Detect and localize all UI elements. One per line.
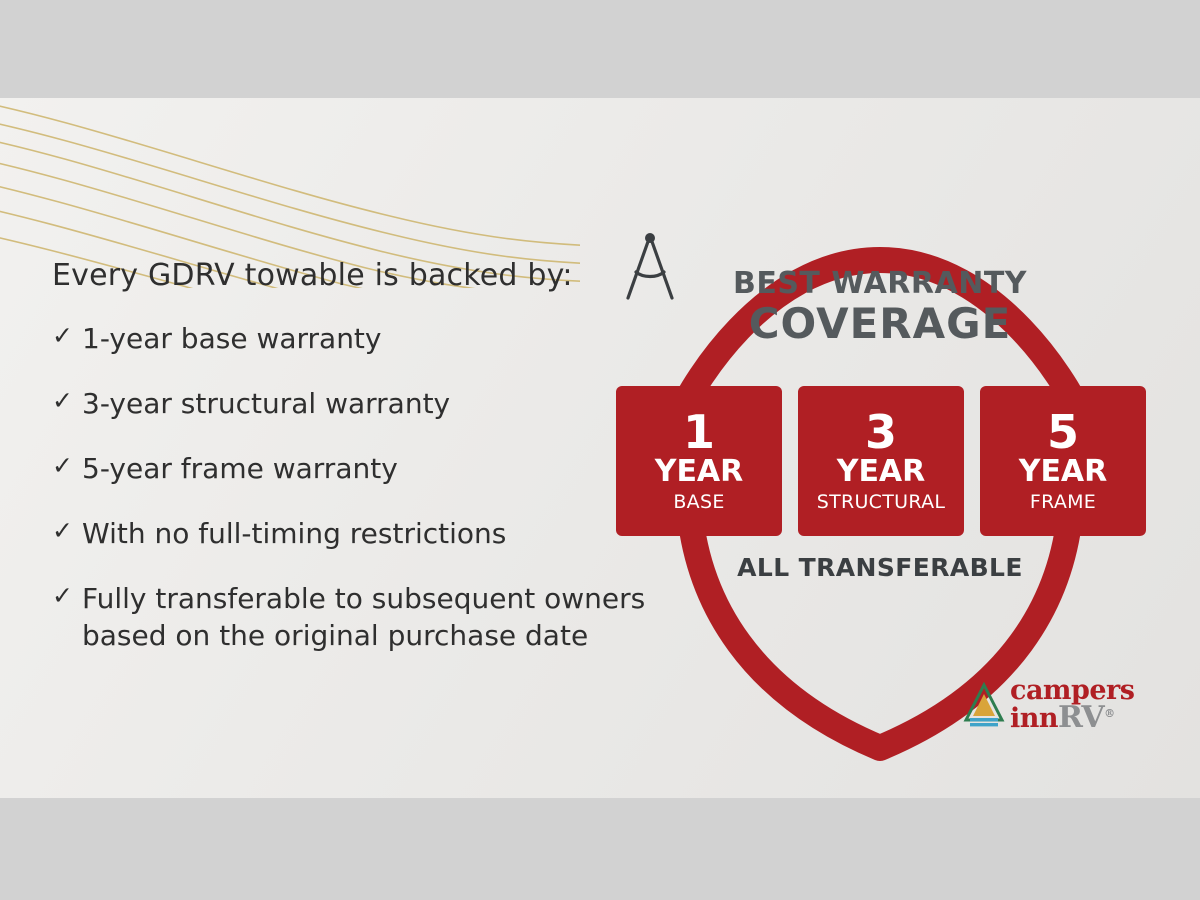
list-item (52, 581, 652, 655)
warranty-tile-structural (798, 386, 964, 536)
tile-kind: STRUCTURAL (816, 490, 946, 513)
list-item-label: 5-year frame warranty (82, 451, 398, 485)
logo-line1: campers (1010, 674, 1135, 706)
badge-title-line2: COVERAGE (748, 299, 1012, 348)
logo-inn: inn (1010, 702, 1059, 734)
compass-divider-icon (610, 228, 690, 308)
intro-line: Every GDRV towable is backed by: (52, 258, 573, 293)
warranty-text-column (52, 258, 652, 683)
list-item-label: Fully transferable to subsequent owners based on the original purchase date (82, 581, 646, 652)
list-item-label: 1-year base warranty (82, 322, 382, 355)
tile-number: 3 (864, 404, 897, 459)
check-icon: ✓ (52, 451, 73, 480)
warranty-tile-base (616, 386, 782, 536)
campers-inn-logo-mark-icon (962, 682, 1006, 728)
tile-year: YEAR (1018, 453, 1108, 489)
list-item (52, 386, 652, 423)
list-item (52, 516, 652, 553)
tile-number: 5 (1046, 404, 1079, 459)
logo-registered-mark: ® (1104, 706, 1115, 720)
check-icon: ✓ (52, 581, 73, 610)
warranty-tile-frame (980, 386, 1146, 536)
slide-canvas (0, 98, 1200, 798)
logo-line2 (1010, 699, 1135, 735)
tile-kind: BASE (673, 490, 725, 513)
badge-title-line1: BEST WARRANTY (732, 266, 1028, 301)
list-item-label: With no full-timing restrictions (82, 516, 507, 550)
tile-year: YEAR (654, 453, 744, 489)
warranty-tiles (616, 386, 1146, 536)
tile-number: 1 (682, 404, 715, 459)
list-item (52, 451, 652, 488)
all-transferable-label: ALL TRANSFERABLE (737, 553, 1023, 582)
list-item-label: 3-year structural warranty (82, 386, 451, 420)
check-icon: ✓ (52, 516, 73, 545)
badge-title (610, 266, 1150, 348)
campers-inn-rv-logo (962, 670, 1162, 740)
check-icon: ✓ (52, 386, 73, 415)
check-icon: ✓ (52, 322, 73, 350)
logo-wordmark (1010, 674, 1135, 735)
tile-year: YEAR (836, 453, 926, 489)
tile-kind: FRAME (1029, 490, 1097, 513)
logo-rv: RV (1058, 699, 1105, 735)
list-item (52, 321, 652, 358)
